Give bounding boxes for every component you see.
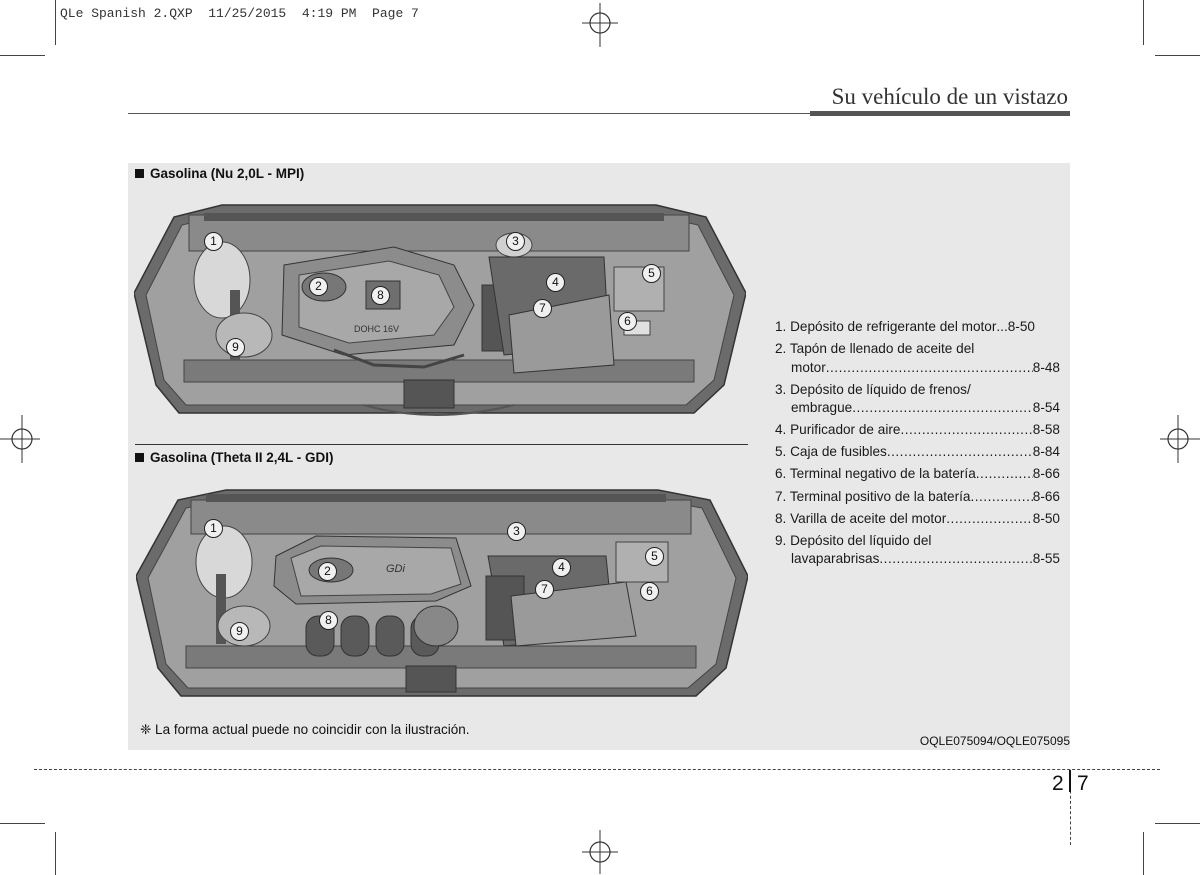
leader-dots — [970, 488, 1032, 507]
callout-marker: 6 — [640, 582, 659, 601]
leader-dots — [879, 550, 1032, 569]
legend-item — [775, 381, 1060, 418]
leader-dots — [900, 421, 1032, 440]
callout-marker: 1 — [204, 519, 223, 538]
callout-marker: 3 — [506, 232, 525, 251]
callout-marker: 6 — [618, 312, 637, 331]
legend-item — [775, 510, 1060, 529]
leader-dots — [976, 465, 1033, 484]
crop-mark — [0, 55, 45, 56]
crop-mark — [1143, 832, 1144, 875]
callout-marker: 8 — [371, 286, 390, 305]
legend-item — [775, 532, 1060, 569]
crop-mark — [0, 823, 45, 824]
registration-mark-icon — [0, 415, 44, 463]
legend-item — [775, 340, 1060, 377]
legend-item-page: 8-58 — [1032, 422, 1060, 438]
figure-divider — [135, 444, 748, 445]
leader-dots — [887, 443, 1033, 462]
legend-item-label: 1. Depósito de refrigerante del motor — [775, 319, 997, 334]
legend-item-label: 9. Depósito del líquido del — [775, 532, 932, 548]
crop-mark — [1143, 0, 1144, 45]
crop-mark — [1155, 55, 1200, 56]
callout-marker: 9 — [226, 338, 245, 357]
callout-marker: 8 — [319, 611, 338, 630]
callout-marker: 5 — [642, 264, 661, 283]
legend-item — [775, 443, 1060, 462]
registration-mark-icon — [578, 830, 622, 874]
callout-marker: 2 — [309, 277, 328, 296]
legend-item-label: 4. Purificador de aire — [775, 422, 901, 438]
footer-dashed-rule — [34, 769, 1160, 770]
callout-marker: 1 — [204, 232, 223, 251]
engine-bay-illustration-nu — [134, 195, 746, 437]
leader-dots — [946, 510, 1033, 529]
callout-marker: 2 — [318, 562, 337, 581]
legend-item-page: 8-66 — [1032, 466, 1060, 482]
legend-item-label: 6. Terminal negativo de la batería — [775, 466, 976, 482]
legend-item-label: 2. Tapón de llenado de aceite del — [775, 341, 975, 357]
registration-mark-icon — [578, 3, 622, 47]
header-rule — [128, 113, 818, 114]
chapter-number: 2 — [1052, 772, 1064, 795]
callout-marker: 3 — [507, 522, 526, 541]
figure-caption-top: Gasolina (Nu 2,0L - MPI) — [135, 166, 304, 181]
legend-item-label: embrague — [791, 400, 853, 416]
legend-item-page: 8-84 — [1032, 444, 1060, 460]
callout-marker: 7 — [533, 299, 552, 318]
legend-item-label: 3. Depósito de líquido de frenos/ — [775, 381, 971, 397]
legend-item — [775, 488, 1060, 507]
component-legend — [775, 318, 1060, 572]
legend-item-label: 7. Terminal positivo de la batería — [775, 488, 971, 504]
legend-item: 1. Depósito de refrigerante del motor ... 8-50 — [775, 318, 1060, 337]
engine-marking: GDi — [386, 563, 405, 575]
callout-marker: 4 — [552, 558, 571, 577]
legend-item-page: 8-55 — [1032, 551, 1060, 567]
crop-mark — [55, 832, 56, 875]
illustration-code: OQLE075094/OQLE075095 — [919, 734, 1070, 748]
print-slug: QLe Spanish 2.QXP 11/25/2015 4:19 PM Page 7 — [60, 6, 419, 21]
legend-item-page: 8-48 — [1032, 359, 1060, 375]
page-number-separator — [1069, 770, 1071, 792]
crop-mark — [1155, 823, 1200, 824]
legend-item-label: lavaparabrisas — [791, 551, 880, 567]
legend-item — [775, 421, 1060, 440]
engine-bay-illustration-theta — [136, 486, 748, 716]
legend-item-page: 8-50 — [1007, 319, 1035, 334]
legend-item-page: 8-66 — [1032, 488, 1060, 504]
registration-mark-icon — [1156, 415, 1200, 463]
legend-item-label: 8. Varilla de aceite del motor — [775, 510, 947, 526]
callout-marker: 4 — [546, 273, 565, 292]
leader-dots — [826, 359, 1033, 378]
figure-caption-bottom: Gasolina (Theta II 2,4L - GDI) — [135, 450, 334, 465]
section-title: Su vehículo de un vistazo — [831, 84, 1068, 109]
callout-marker: 9 — [230, 622, 249, 641]
crop-mark — [55, 0, 56, 45]
callout-marker: 5 — [645, 547, 664, 566]
leader-dots — [852, 399, 1033, 418]
legend-item-label: 5. Caja de fusibles — [775, 444, 887, 460]
footnote: ❈ La forma actual puede no coincidir con la ilustración. — [140, 722, 470, 737]
page-number: 7 — [1077, 772, 1089, 795]
legend-item — [775, 465, 1060, 484]
callout-marker: 7 — [535, 580, 554, 599]
legend-item-page: 8-54 — [1032, 400, 1060, 416]
header-rule-thick — [810, 111, 1070, 116]
legend-item-label: motor — [791, 359, 826, 375]
engine-marking: DOHC 16V — [354, 324, 400, 334]
legend-item-page: 8-50 — [1032, 510, 1060, 526]
